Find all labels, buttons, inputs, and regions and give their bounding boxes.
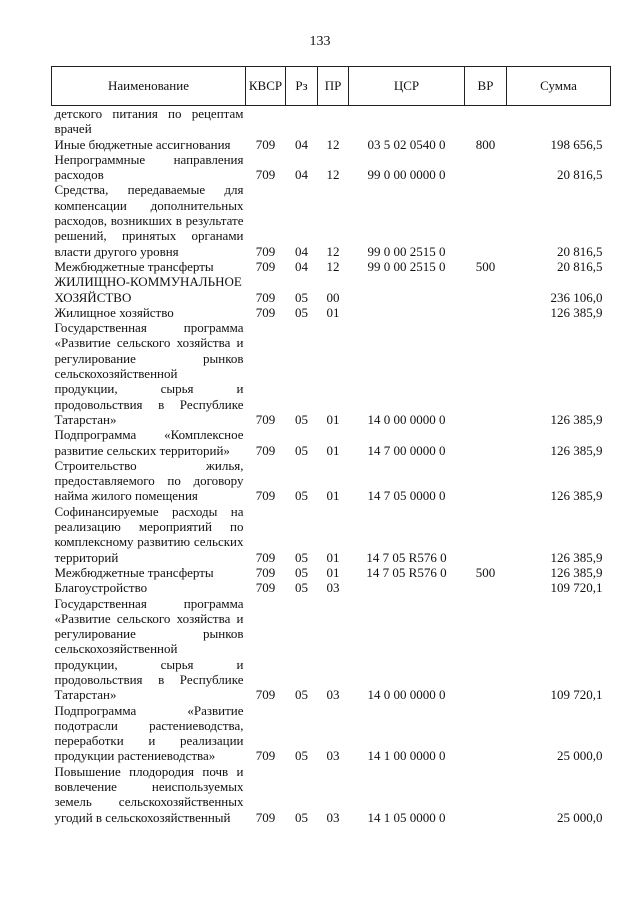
cell-rz: 05 xyxy=(295,488,308,504)
cell-csr: 14 0 00 0000 0 xyxy=(367,687,446,703)
cell-vr xyxy=(465,182,507,258)
header-kvsr: КВСР xyxy=(246,67,286,106)
cell-pr xyxy=(318,106,349,137)
cell-kvsr: 709 xyxy=(255,258,276,274)
cell-kvsr: 709 xyxy=(255,304,276,320)
cell-sum: 20 816,5 xyxy=(557,243,603,259)
cell-rz: 04 xyxy=(295,167,308,183)
cell-vr xyxy=(465,703,507,764)
cell-kvsr: 709 xyxy=(255,488,276,504)
cell-kvsr: 709 xyxy=(255,167,276,183)
cell-vr: 500 xyxy=(475,564,496,580)
cell-vr xyxy=(465,305,507,320)
table-row xyxy=(52,580,611,595)
cell-pr: 01 xyxy=(326,549,340,565)
cell-name: Софинансируемые расходы на реализацию мероприятий по комплексному развитию сельских территорий xyxy=(54,503,244,565)
cell-pr: 03 xyxy=(326,687,340,703)
cell-rz: 04 xyxy=(295,136,308,152)
cell-pr: 12 xyxy=(326,167,340,183)
cell-kvsr: 709 xyxy=(255,809,276,825)
cell-vr: 800 xyxy=(475,136,496,152)
cell-pr: 03 xyxy=(326,748,340,764)
cell-rz: 05 xyxy=(295,687,308,703)
cell-csr xyxy=(349,305,465,320)
table-body xyxy=(52,106,611,825)
cell-pr: 01 xyxy=(326,564,340,580)
cell-rz: 05 xyxy=(295,809,308,825)
cell-rz: 04 xyxy=(295,243,308,259)
cell-name: Государственная программа «Развитие сельского хозяйства и регулирование рынков сельскохозяйственной продукции, сырья и продовольствия в Республике Татарстан» xyxy=(54,320,244,427)
cell-sum xyxy=(507,106,611,137)
cell-pr: 12 xyxy=(326,136,340,152)
cell-csr: 14 7 00 0000 0 xyxy=(367,442,446,458)
cell-csr: 99 0 00 2515 0 xyxy=(367,243,446,259)
cell-sum: 109 720,1 xyxy=(550,687,603,703)
cell-vr xyxy=(465,580,507,595)
cell-rz: 05 xyxy=(295,304,308,320)
cell-rz: 04 xyxy=(295,258,308,274)
cell-sum: 126 385,9 xyxy=(550,564,603,580)
cell-name: детского питания по рецептам врачей xyxy=(54,106,244,137)
cell-csr: 14 1 05 0000 0 xyxy=(367,809,446,825)
cell-name: Благоустройство xyxy=(54,580,148,596)
cell-rz: 05 xyxy=(295,549,308,565)
budget-table xyxy=(51,66,611,825)
cell-name: Подпрограмма «Развитие подотрасли растениеводства, переработки и реализации продукции растениеводства» xyxy=(54,702,244,764)
cell-name: Повышение плодородия почв и вовлечение неиспользуемых земель сельскохозяйственных угодий в сельскохозяйственный xyxy=(54,763,244,825)
table-row xyxy=(52,427,611,458)
table-row xyxy=(52,152,611,183)
cell-rz: 05 xyxy=(295,411,308,427)
cell-csr: 14 7 05 0000 0 xyxy=(367,488,446,504)
cell-kvsr: 709 xyxy=(255,136,276,152)
table-row xyxy=(52,320,611,427)
cell-name: ЖИЛИЩНО-КОММУНАЛЬНОЕ ХОЗЯЙСТВО xyxy=(54,274,242,305)
cell-sum: 20 816,5 xyxy=(557,167,603,183)
cell-sum: 25 000,0 xyxy=(557,748,603,764)
cell-rz: 05 xyxy=(295,580,308,596)
cell-vr xyxy=(465,152,507,183)
cell-name: Строительство жилья, предоставляемого по договору найма жилого помещения xyxy=(54,457,244,504)
cell-rz: 05 xyxy=(295,564,308,580)
header-sum: Сумма xyxy=(507,67,611,106)
cell-name: Государственная программа «Развитие сельского хозяйства и регулирование рынков сельскохозяйственной продукции, сырья и продовольствия в Республике Татарстан» xyxy=(54,595,244,703)
cell-pr: 01 xyxy=(326,304,340,320)
cell-csr: 14 7 05 R576 0 xyxy=(366,549,447,565)
table-row xyxy=(52,565,611,580)
cell-kvsr: 709 xyxy=(255,442,276,458)
cell-kvsr: 709 xyxy=(255,549,276,565)
table-row xyxy=(52,182,611,258)
header-pr: ПР xyxy=(318,67,349,106)
table-row xyxy=(52,703,611,764)
cell-kvsr xyxy=(246,106,286,137)
cell-kvsr: 709 xyxy=(255,748,276,764)
table-row xyxy=(52,305,611,320)
table-row xyxy=(52,274,611,305)
cell-csr: 99 0 00 0000 0 xyxy=(367,167,446,183)
cell-sum: 109 720,1 xyxy=(550,580,603,596)
cell-kvsr: 709 xyxy=(255,243,276,259)
cell-vr: 500 xyxy=(475,258,496,274)
cell-pr: 12 xyxy=(326,243,340,259)
cell-pr: 01 xyxy=(326,488,340,504)
cell-name: Жилищное хозяйство xyxy=(54,304,174,320)
cell-sum: 126 385,9 xyxy=(550,304,603,320)
cell-csr xyxy=(349,106,465,137)
cell-vr xyxy=(465,274,507,305)
cell-rz xyxy=(286,106,318,137)
cell-sum: 25 000,0 xyxy=(557,809,603,825)
table-row xyxy=(52,137,611,152)
cell-kvsr: 709 xyxy=(255,580,276,596)
cell-rz: 05 xyxy=(295,442,308,458)
cell-csr: 14 7 05 R576 0 xyxy=(366,564,447,580)
cell-vr xyxy=(465,320,507,427)
cell-name: Межбюджетные трансферты xyxy=(54,564,214,580)
cell-sum: 126 385,9 xyxy=(550,411,603,427)
table-header-row xyxy=(52,67,611,106)
cell-vr xyxy=(465,106,507,137)
cell-vr xyxy=(465,764,507,825)
cell-kvsr: 709 xyxy=(255,687,276,703)
cell-pr: 03 xyxy=(326,580,340,596)
table-row xyxy=(52,259,611,274)
table-row xyxy=(52,106,611,137)
cell-pr: 00 xyxy=(326,289,340,305)
header-name: Наименование xyxy=(52,67,246,106)
page-number: 133 xyxy=(309,34,331,49)
header-vr: ВР xyxy=(465,67,507,106)
cell-sum: 198 656,5 xyxy=(550,136,603,152)
cell-csr: 03 5 02 0540 0 xyxy=(367,136,446,152)
cell-sum: 126 385,9 xyxy=(550,549,603,565)
cell-csr xyxy=(349,274,465,305)
cell-vr xyxy=(465,504,507,565)
cell-pr: 12 xyxy=(326,258,340,274)
cell-pr: 03 xyxy=(326,809,340,825)
cell-csr: 14 0 00 0000 0 xyxy=(367,411,446,427)
cell-sum: 126 385,9 xyxy=(550,442,603,458)
cell-name: Межбюджетные трансферты xyxy=(54,258,214,274)
cell-csr xyxy=(349,580,465,595)
header-csr: ЦСР xyxy=(349,67,465,106)
cell-vr xyxy=(465,458,507,504)
cell-kvsr: 709 xyxy=(255,289,276,305)
cell-name: Иные бюджетные ассигнования xyxy=(54,136,231,152)
cell-name: Непрограммные направления расходов xyxy=(54,151,244,183)
cell-vr xyxy=(465,427,507,458)
cell-kvsr: 709 xyxy=(255,411,276,427)
cell-rz: 05 xyxy=(295,289,308,305)
table-row xyxy=(52,458,611,504)
table-row xyxy=(52,764,611,825)
cell-name: Средства, передаваемые для компенсации дополнительных расходов, возникших в результате решений, принятых органами власти другого уровня xyxy=(54,182,244,259)
cell-kvsr: 709 xyxy=(255,564,276,580)
cell-sum: 236 106,0 xyxy=(550,289,603,305)
cell-pr: 01 xyxy=(326,411,340,427)
cell-sum: 126 385,9 xyxy=(550,488,603,504)
cell-csr: 99 0 00 2515 0 xyxy=(367,258,446,274)
table-row xyxy=(52,596,611,703)
table-row xyxy=(52,504,611,565)
cell-pr: 01 xyxy=(326,442,340,458)
cell-csr: 14 1 00 0000 0 xyxy=(367,748,446,764)
cell-vr xyxy=(465,596,507,703)
cell-name: Подпрограмма «Комплексное развитие сельских территорий» xyxy=(54,427,244,458)
cell-sum: 20 816,5 xyxy=(557,258,603,274)
cell-rz: 05 xyxy=(295,748,308,764)
header-rz: Рз xyxy=(286,67,318,106)
